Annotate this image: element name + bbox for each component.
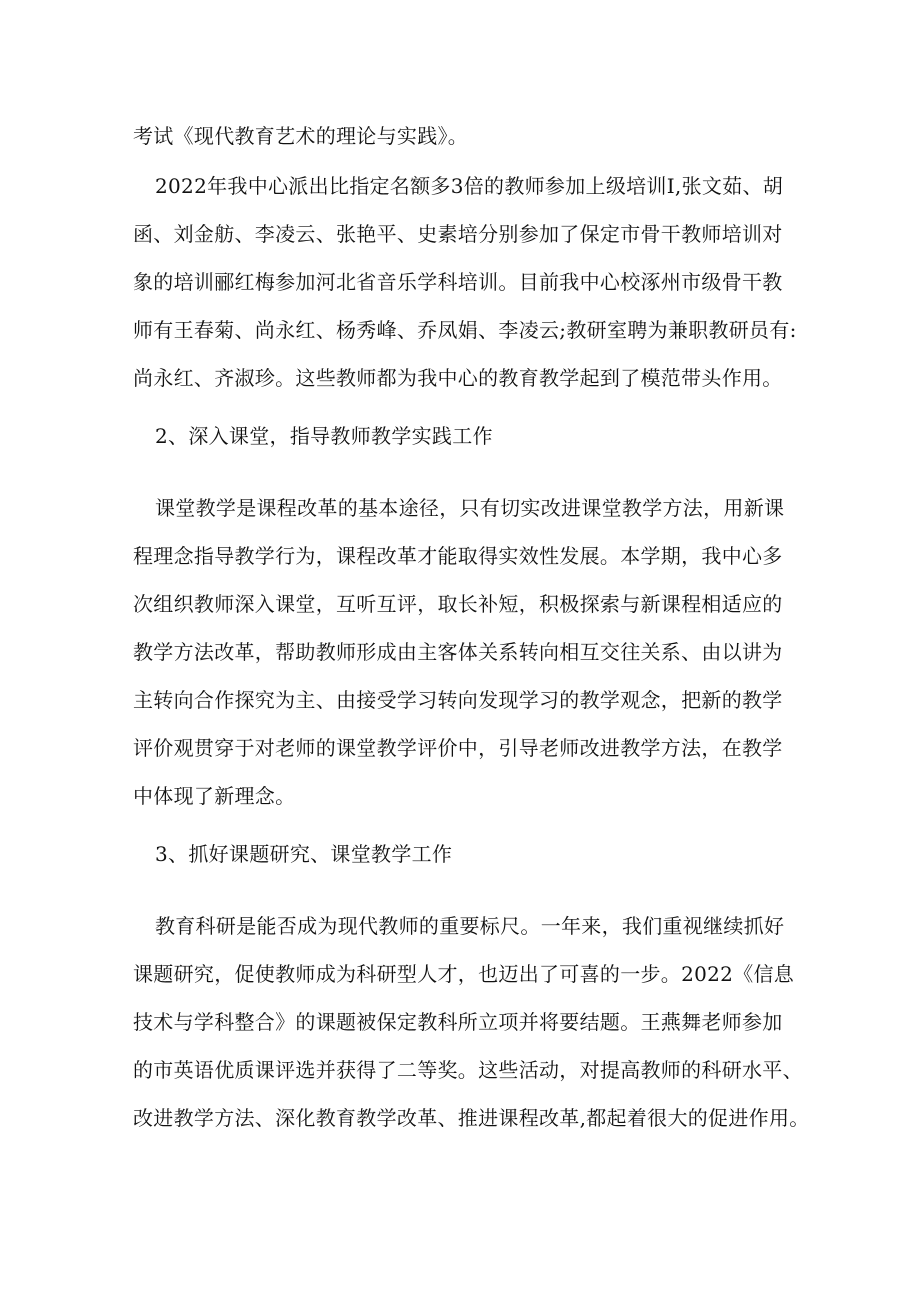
section-heading-3: 3、抓好课题研究、课堂教学工作 [155, 842, 453, 866]
para2-line-6: 评价观贯穿于对老师的课堂教学评价中，引导老师改进教学方法，在教学 [133, 736, 783, 760]
para2-line-1: 课堂教学是课程改革的基本途径，只有切实改进课堂教学方法，用新课 [155, 496, 785, 520]
para3-line-4: 的市英语优质课评选并获得了二等奖。这些活动，对提高教师的科研水平、 [133, 1058, 803, 1082]
para1-line-1: 2022年我中心派出比指定名额多3倍的教师参加上级培训I,张文茹、胡 [155, 174, 784, 198]
para1-line-2: 函、刘金舫、李凌云、张艳平、史素培分别参加了保定市骨干教师培训对 [133, 222, 783, 246]
para2-line-4: 教学方法改革，帮助教师形成由主客体关系转向相互交往关系、由以讲为 [133, 640, 783, 664]
intro-line: 考试《现代教育艺术的理论与实践》。 [133, 124, 469, 148]
para2-line-3: 次组织教师深入课堂，互听互评，取长补短，积极探索与新课程相适应的 [133, 592, 783, 616]
para3-line-3: 技术与学科整合》的课题被保定教科所立项并将要结题。王燕舞老师参加 [133, 1010, 783, 1034]
para3-line-2: 课题研究，促使教师成为科研型人才，也迈出了可喜的一步。2022《信息 [133, 962, 795, 986]
para1-line-4: 师有王春菊、尚永红、杨秀峰、乔凤娟、李凌云;教研室聘为兼职教研员有: [133, 318, 797, 342]
para2-line-7: 中体现了新理念。 [133, 784, 296, 808]
para3-line-5: 改进教学方法、深化教育教学改革、推进课程改革,都起着很大的促进作用。 [133, 1106, 810, 1130]
para1-line-5: 尚永红、齐淑珍。这些教师都为我中心的教育教学起到了模范带头作用。 [133, 366, 783, 390]
para2-line-2: 程理念指导教学行为，课程改革才能取得实效性发展。本学期，我中心多 [133, 544, 783, 568]
para2-line-5: 主转向合作探究为主、由接受学习转向发现学习的教学观念，把新的教学 [133, 688, 783, 712]
section-heading-2: 2、深入课堂，指导教师教学实践工作 [155, 424, 493, 448]
para3-line-1: 教育科研是能否成为现代教师的重要标尺。一年来，我们重视继续抓好 [155, 914, 785, 938]
para1-line-3: 象的培训郦红梅参加河北省音乐学科培训。目前我中心校涿州市级骨干教 [133, 270, 783, 294]
